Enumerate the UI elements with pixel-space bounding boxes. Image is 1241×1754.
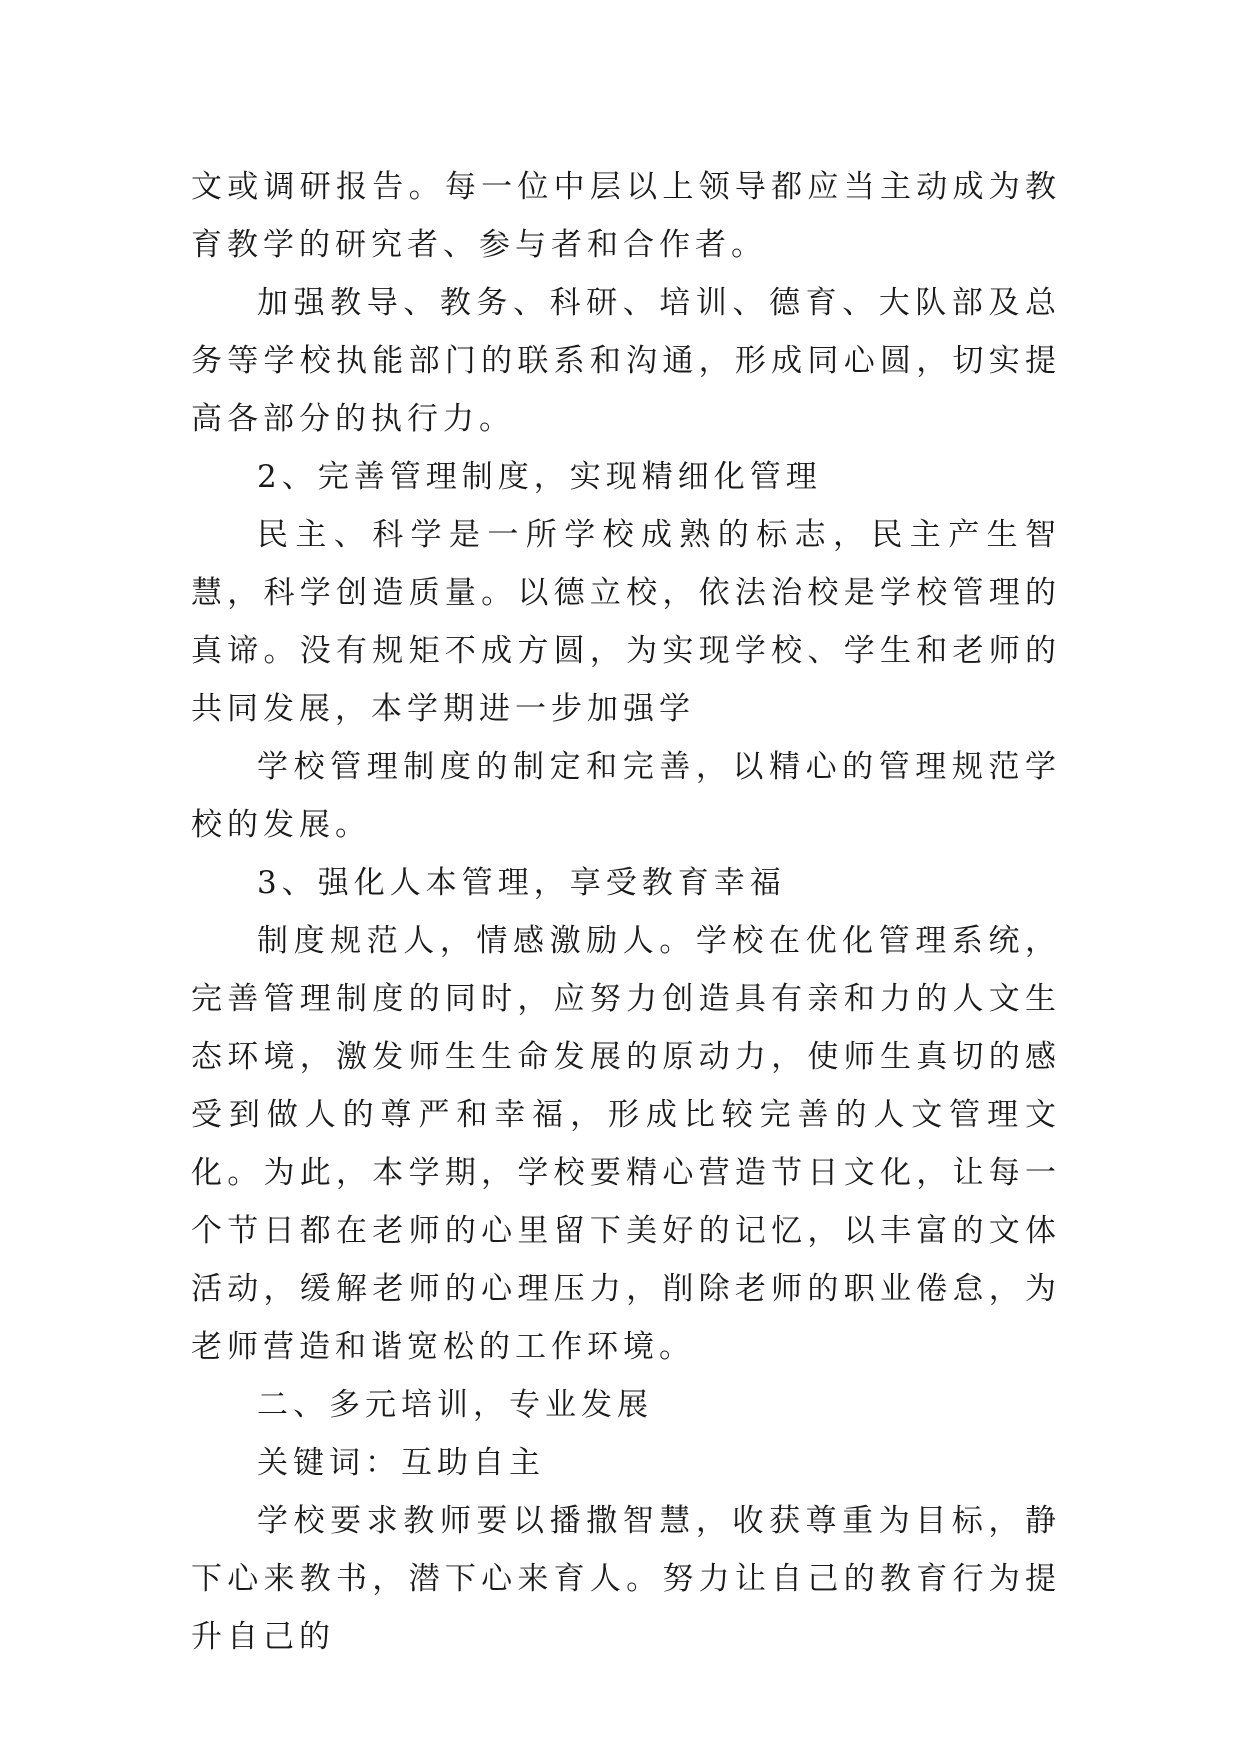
- keywords-line: 关键词：互助自主: [257, 1445, 545, 1481]
- section-heading: 3、强化人本管理，享受教育幸福: [257, 865, 786, 901]
- paragraph: 加强教导、教务、科研、培训、德育、大队部及总务等学校执能部门的联系和沟通，形成同心圆，切实提高各部分的执行力。: [191, 285, 1061, 437]
- paragraph: 文或调研报告。每一位中层以上领导都应当主动成为教育教学的研究者、参与者和合作者。: [191, 169, 1061, 263]
- paragraph: 民主、科学是一所学校成熟的标志，民主产生智慧，科学创造质量。以德立校，依法治校是学校管理的真谛。没有规矩不成方圆，为实现学校、学生和老师的共同发展，本学期进一步加强学: [191, 517, 1061, 727]
- paragraph: 制度规范人，情感激励人。学校在优化管理系统，完善管理制度的同时，应努力创造具有亲和力的人文生态环境，激发师生生命发展的原动力，使师生真切的感受到做人的尊严和幸福，形成比较完善的人文管理文化。为此，本学期，学校要精心营造节日文化，让每一个节日都在老师的心里留下美好的记忆，以丰富的文体活动，缓解老师的心理压力，削除老师的职业倦怠，为老师营造和谐宽松的工作环境。: [191, 923, 1061, 1365]
- document-body: [191, 158, 1061, 1666]
- paragraph: 学校管理制度的制定和完善，以精心的管理规范学校的发展。: [191, 749, 1061, 843]
- section-heading: 二、多元培训，专业发展: [257, 1387, 653, 1423]
- section-heading: 2、完善管理制度，实现精细化管理: [257, 459, 822, 495]
- paragraph: 学校要求教师要以播撒智慧，收获尊重为目标，静下心来教书，潜下心来育人。努力让自己的教育行为提升自己的: [191, 1503, 1061, 1655]
